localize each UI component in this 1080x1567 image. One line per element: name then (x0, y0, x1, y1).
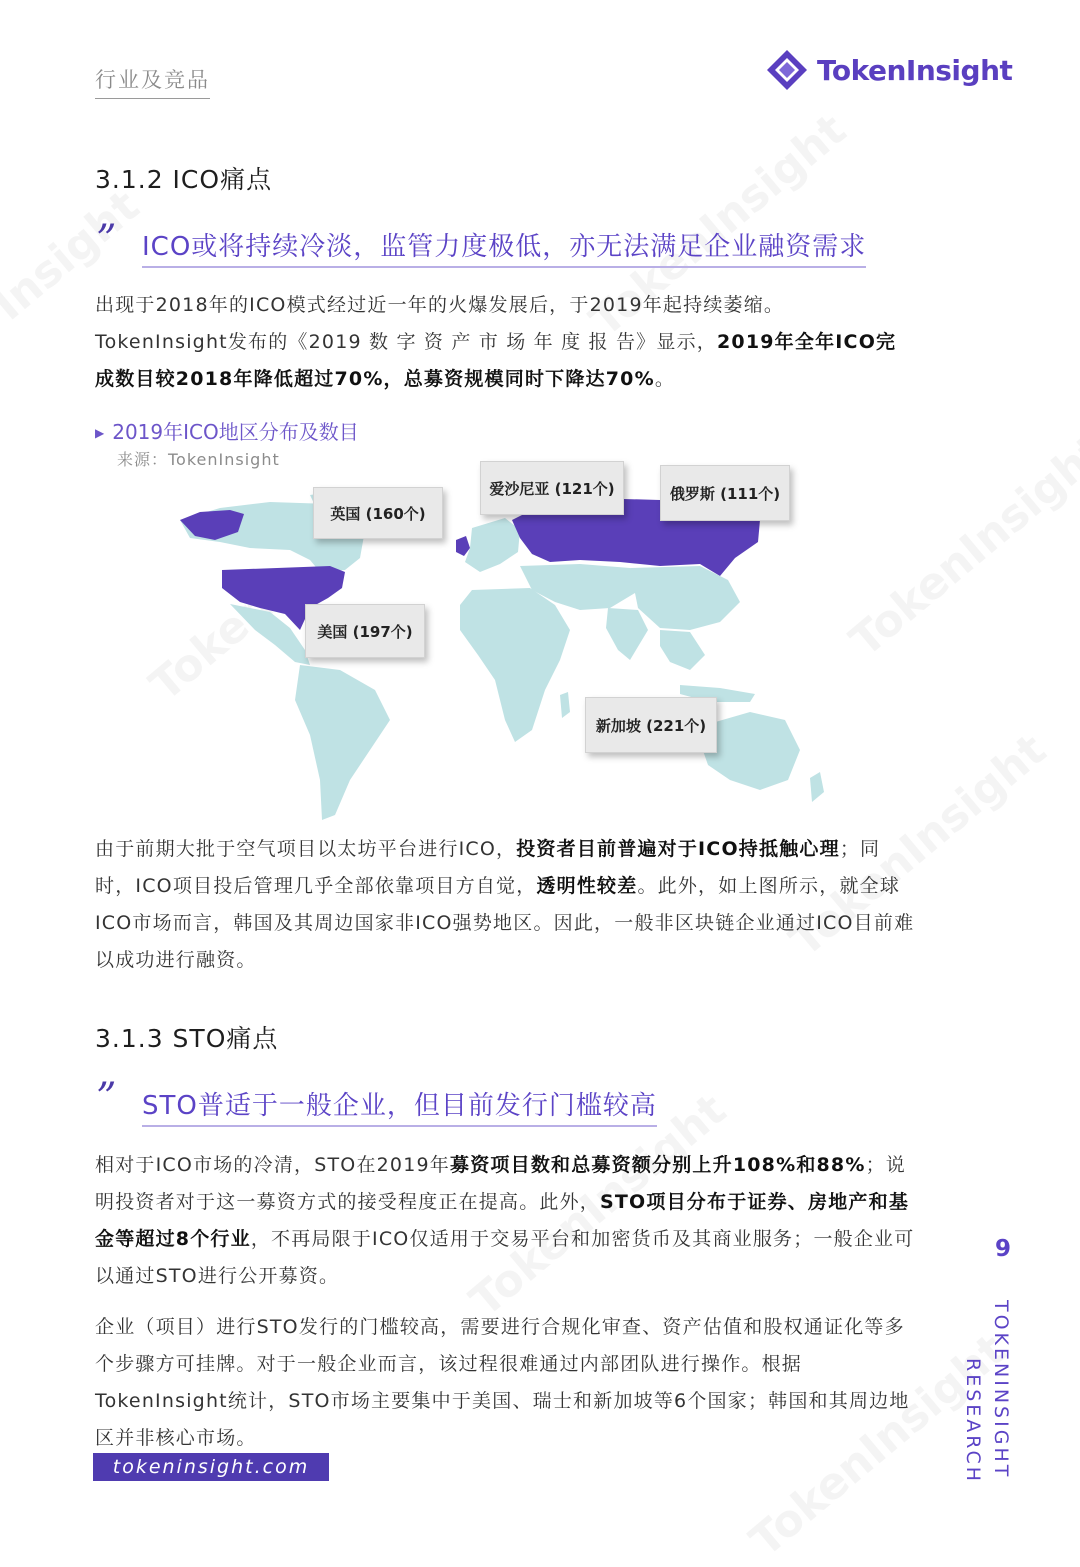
map-region-new-zealand (810, 772, 824, 802)
watermark (841, 424, 1080, 666)
callout-estonia: 爱沙尼亚 (121个) (480, 461, 624, 515)
paragraph-313-1: 相对于ICO市场的冷清，STO在2019年募资项目数和总募资额分别上升108%和88%；说明投资者对于这一募资方式的接受程度正在提高。此外，STO项目分布于证券、房地产和基金等超过8个行业，不再局限于ICO仅适用于交易平台和加密货币及其商业服务；一般企业可以通过STO进行公开募资。 (95, 1154, 915, 1287)
pull-quote-312: ICO或将持续冷淡，监管力度极低，亦无法满足企业融资需求 (142, 226, 866, 268)
map-region-india (606, 608, 648, 660)
section-heading-312: 3.1.2 ICO痛点 (95, 165, 273, 194)
map-region-europe (465, 518, 520, 572)
section-heading-313: 3.1.3 STO痛点 (95, 1024, 279, 1053)
website-link[interactable]: tokeninsight.com (93, 1453, 329, 1481)
map-region-uk (456, 536, 470, 556)
callout-uk: 英国 (160个) (313, 487, 443, 539)
page-number: 9 (995, 1236, 1012, 1262)
paragraph-line: 成数目较2018年降低超过70%，总募资规模同时下降达70%。 (95, 368, 676, 390)
paragraph-312-1 (95, 287, 915, 398)
tokeninsight-logo-icon (765, 48, 809, 92)
callout-usa: 美国 (197个) (305, 604, 425, 658)
map-region-southeast-asia (660, 630, 705, 670)
map-region-east-asia (630, 566, 740, 630)
brand-logo[interactable] (765, 48, 1012, 92)
figure-title: ▶ 2019年ICO地区分布及数目 (95, 420, 359, 444)
quote-icon: ” (96, 217, 117, 263)
side-brand-line1: TOKENINSIGHT (990, 1300, 1012, 1480)
pull-quote-313: STO普适于一般企业，但目前发行门槛较高 (142, 1085, 657, 1127)
map-region-africa (460, 588, 570, 742)
map-region-south-america (295, 665, 390, 820)
figure-source: 来源：TokenInsight (117, 450, 280, 469)
paragraph-line: 出现于2018年的ICO模式经过近一年的火爆发展后，于2019年起持续萎缩。 (95, 294, 785, 316)
map-region-madagascar (560, 692, 570, 718)
paragraph-313-2: 企业（项目）进行STO发行的门槛较高，需要进行合规化审查、资产估值和股权通证化等多个步骤方可挂牌。对于一般企业而言，该过程很难通过内部团队进行操作。根据TokenInsight统计，STO市场主要集中于美国、瑞士和新加坡等6个国家；韩国和其周边地区并非核心市场。 (95, 1316, 910, 1449)
callout-russia: 俄罗斯 (111个) (660, 465, 790, 521)
logo-text: TokenInsight (817, 53, 1013, 87)
world-map (160, 480, 830, 830)
section-tag: 行业及竞品 (95, 64, 210, 99)
quote-icon: ” (96, 1075, 117, 1121)
side-brand-line2: RESEARCH (962, 1358, 984, 1485)
paragraph-line: TokenInsight发布的《2019 数 字 资 产 市 场 年 度 报 告》显示，2019年全年ICO完 (95, 331, 897, 353)
paragraph-312-2: 由于前期大批于空气项目以太坊平台进行ICO，投资者目前普遍对于ICO持抵触心理；同时，ICO项目投后管理几乎全部依靠项目方自觉，透明性较差。此外，如上图所示，就全球ICO市场而言，韩国及其周边国家非ICO强势地区。因此，一般非区块链企业通过ICO目前难以成功进行融资。 (95, 838, 915, 971)
caret-right-icon: ▶ (95, 426, 105, 440)
callout-singapore: 新加坡 (221个) (585, 697, 717, 753)
